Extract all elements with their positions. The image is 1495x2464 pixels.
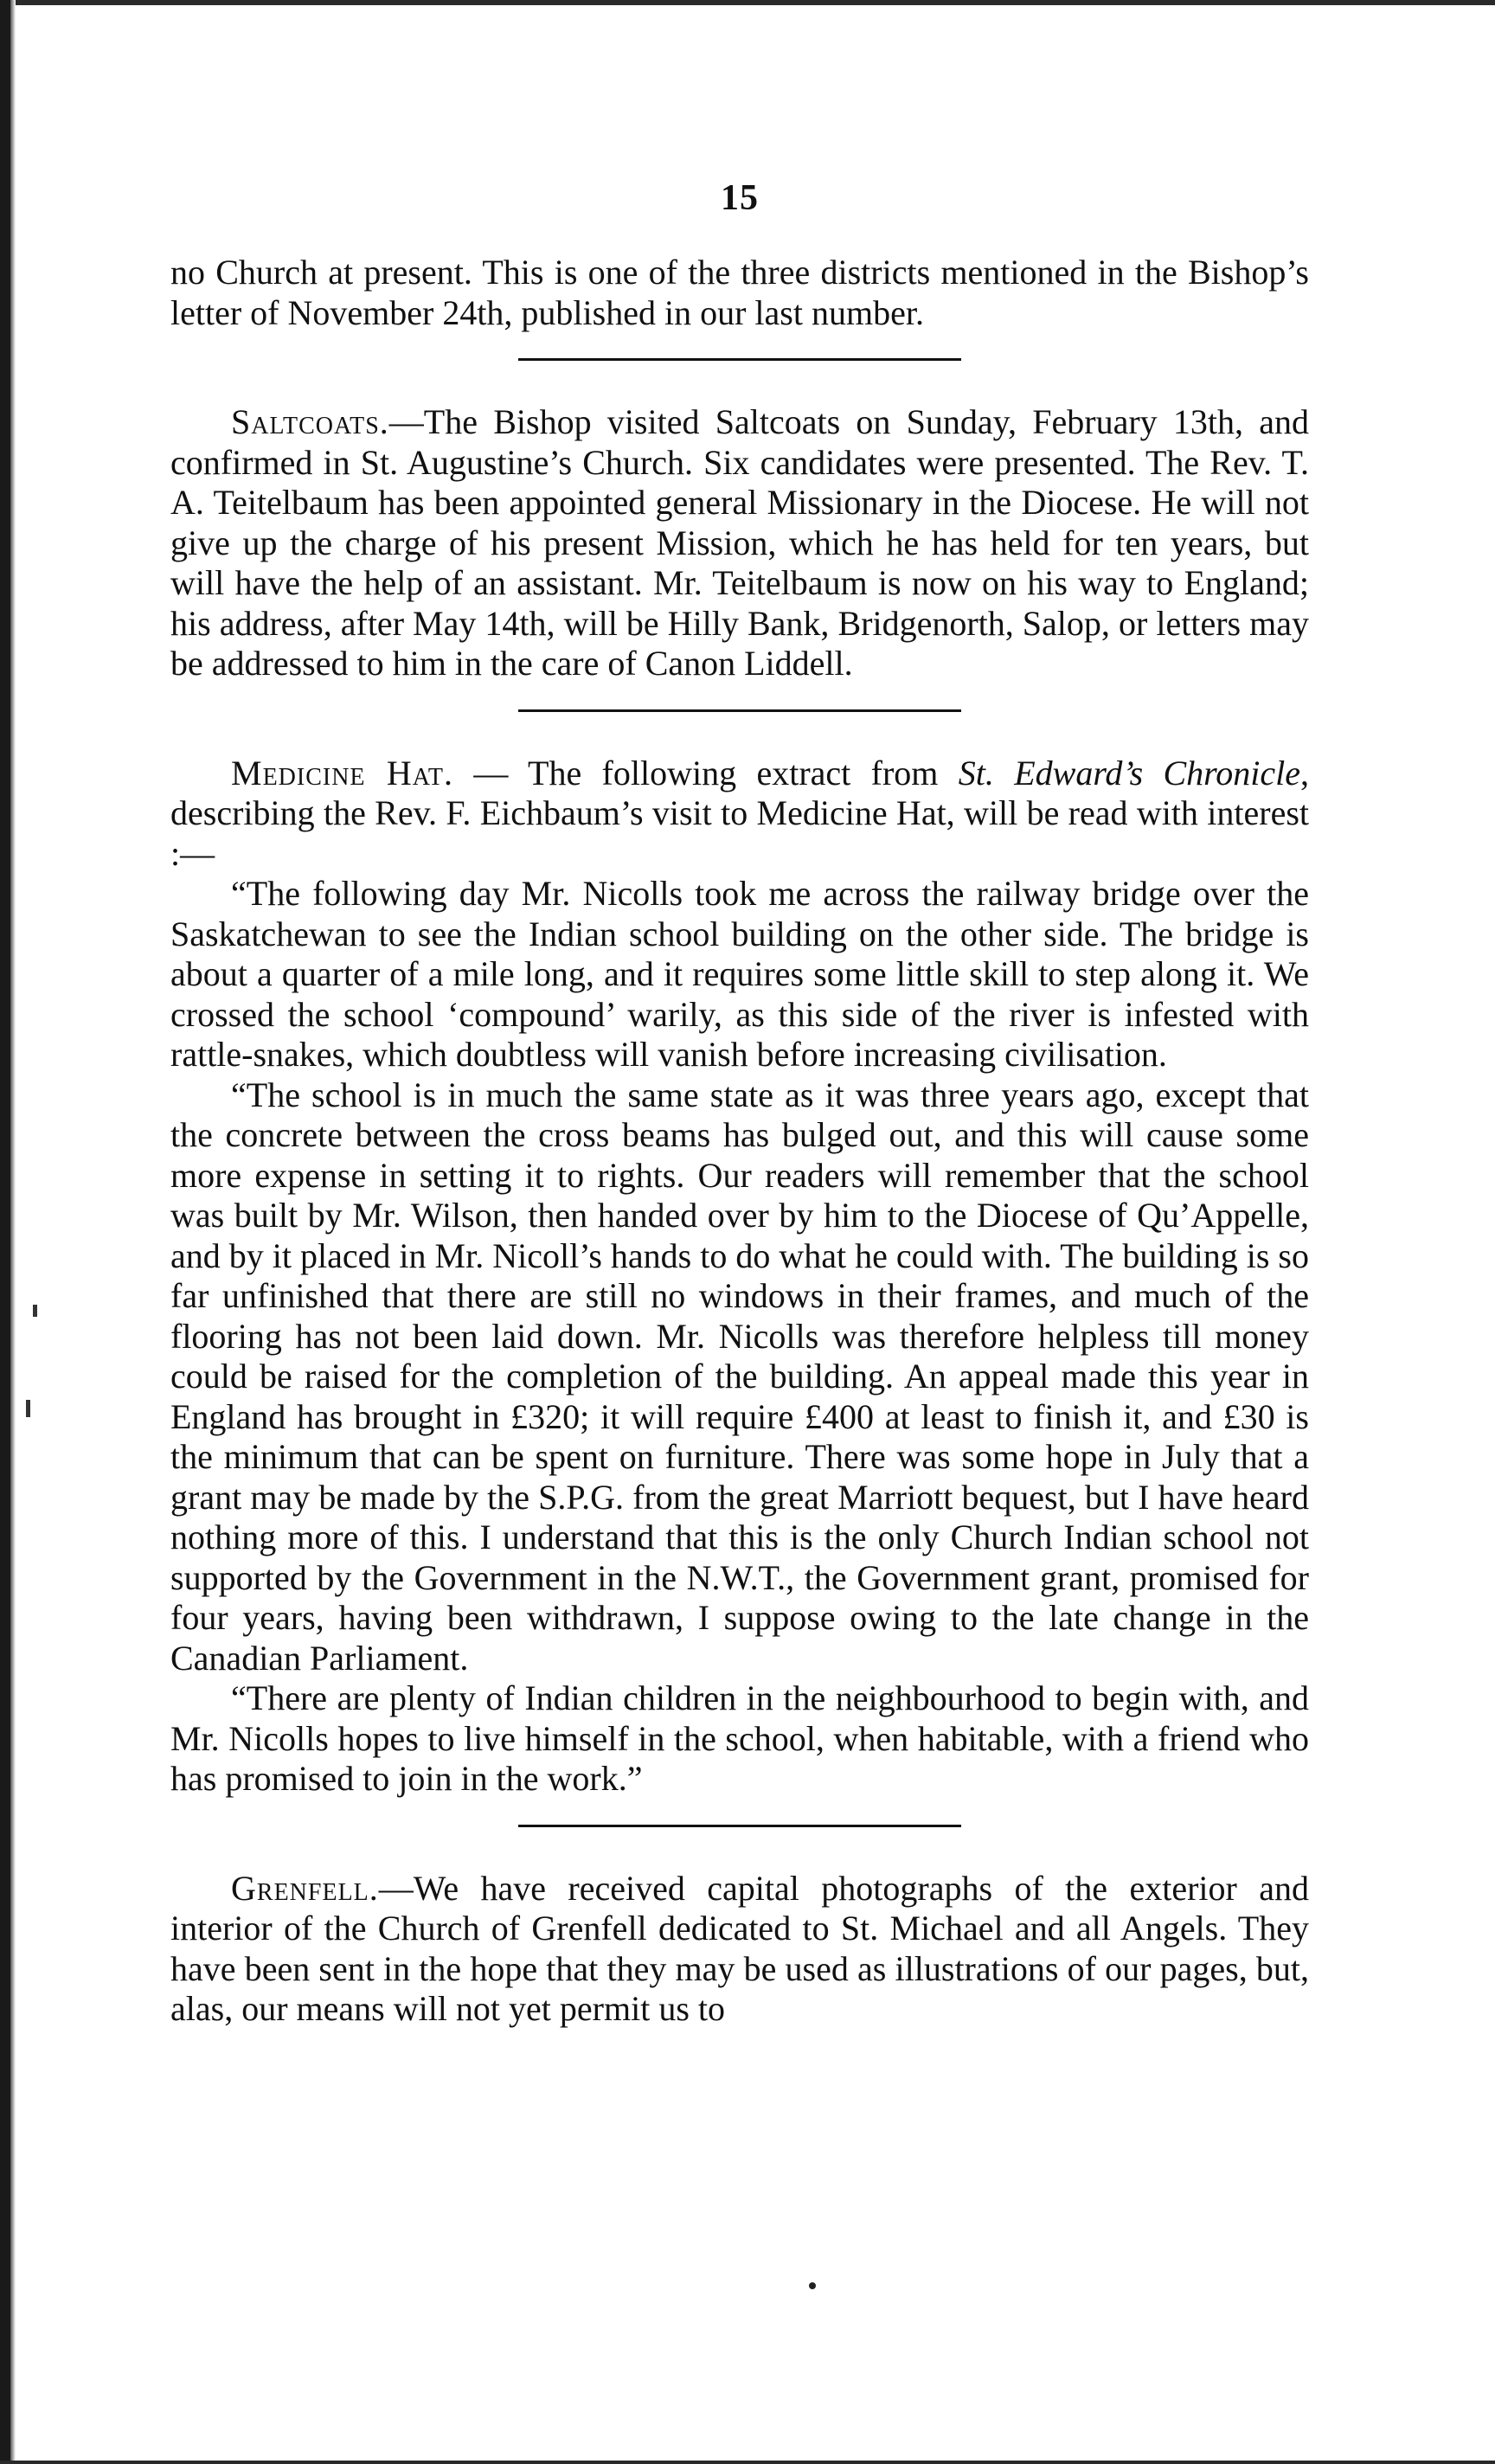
quote-paragraph: “The school is in much the same state as it was three years ago, except that the concrete between the cross beams has bulged out, and this will cause some more expense in setting it to rights. Our readers will remember that the school was built by Mr. Wilson, then handed over by him to the Diocese of Qu’Appelle, and by it placed in Mr. Nicoll’s hands to do what he could with. The building is so far unfinished that there are still no windows in their frames, and much of the flooring has not been laid down. Mr. Nicolls was therefore helpless till money could be raised for the completion of the building. An appeal made this year in England has brought in £320; it will require £400 at least to finish it, and £30 is the minimum that can be spent on furniture. There was some hope in July that a grant may be made by the S.P.G. from the great Marriott bequest, but I have heard nothing more of this. I understand that this is the only Church Indian school not supported by the Government in the N.W.T., the Government grant, promised for four years, having been withdrawn, I suppose owing to the late change in the Canadian Parliament. (170, 1075, 1309, 1678)
intro-paragraph: no Church at present. This is one of the three districts mentioned in the Bishop’s letter of November 24th, published in our last number. (170, 253, 1309, 332)
quote-paragraph: “The following day Mr. Nicolls took me across the railway bridge over the Saskatchewan to see the Indian school building on the other side. The bridge is about a quarter of a mile long, and it requires some little skill to step along it. We crossed the school ‘compound’ warily, as this side of the river is infested with rattle-snakes, which doubtless will vanish before increasing civilisation. (170, 874, 1309, 1074)
section-divider (518, 709, 961, 712)
saltcoats-paragraph (170, 402, 1309, 684)
medicine-hat-lead-rest: , describing the Rev. F. Eichbaum’s visit to Medicine Hat, will be read with interest :— (170, 753, 1310, 873)
page-number: 15 (721, 178, 759, 218)
section-divider (518, 358, 961, 361)
scan-left-edge (0, 0, 10, 2464)
margin-mark (33, 1305, 37, 1317)
scan-bottom-edge (0, 2461, 1495, 2464)
grenfell-text: —We have received capital photographs of the exterior and interior of the Church of Grenfell dedicated to St. Michael and all Angels. They have been sent in the hope that they may be used as illustrations of our pages, but, alas, our means will not yet permit us to (170, 1868, 1309, 2028)
margin-mark (26, 1400, 30, 1417)
medicine-hat-lead: — The following extract from (453, 753, 959, 792)
saltcoats-text: —The Bishop visited Saltcoats on Sunday, February 13th, and confirmed in St. Augustine’s Church. Six candidates were presented. The Rev. T. A. Teitelbaum has been appointed general Missionary in the Diocese. He will not give up the charge of his present Mission, which he has held for ten years, but will have the help of an assistant. Mr. Teitelbaum is now on his way to England; his address, after May 14th, will be Hilly Bank, Bridgenorth, Salop, or letters may be addressed to him in the care of Canon Liddell. (170, 402, 1309, 683)
printer-dot (809, 2282, 816, 2289)
medicine-hat-intro (170, 754, 1309, 875)
section-heading-medicine-hat: Medicine Hat. (231, 753, 454, 792)
source-title: St. Edward’s Chronicle (958, 753, 1301, 792)
quote-paragraph: “There are plenty of Indian children in the neighbourhood to begin with, and Mr. Nicolls hopes to live himself in the school, when habitable, with a friend who has promised to join in the work.” (170, 1678, 1309, 1798)
scan-left-edge-shadow (10, 0, 16, 2464)
grenfell-paragraph (170, 1869, 1309, 2030)
scan-top-edge (0, 0, 1495, 5)
section-heading-saltcoats: Saltcoats. (231, 402, 389, 441)
section-heading-grenfell: Grenfell. (231, 1868, 379, 1908)
body-text (170, 253, 1309, 2030)
section-divider (518, 1825, 961, 1827)
